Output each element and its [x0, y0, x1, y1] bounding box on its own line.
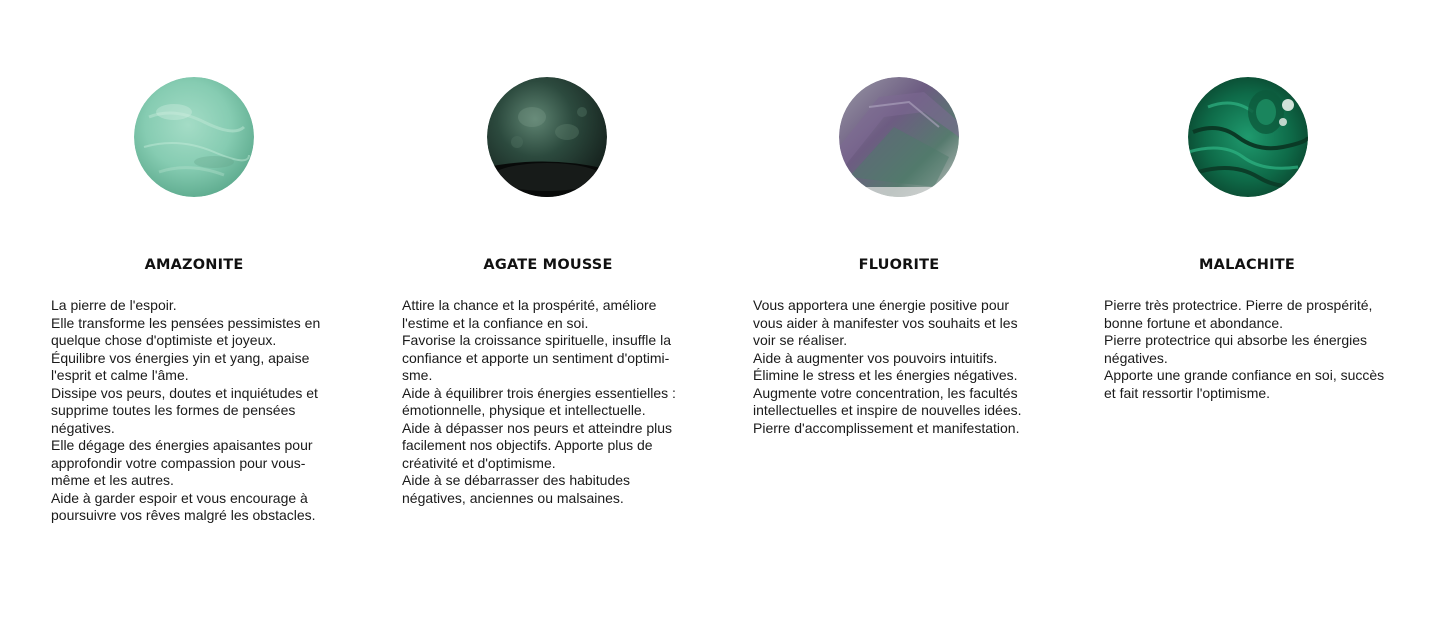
stone-name-malachite: MALACHITE: [1199, 257, 1295, 273]
stone-description-amazonite: [51, 297, 343, 525]
description-line: Aide à augmenter vos pouvoirs intuitifs.: [753, 349, 998, 366]
description-line: approfondir votre compassion pour vous-: [51, 454, 306, 471]
description-line: négatives.: [51, 419, 115, 436]
description-line: Aide à équilibrer trois énergies essentielles :: [402, 384, 676, 401]
description-line: l'estime et la confiance en soi.: [402, 314, 589, 331]
description-line: l'esprit et calme l'âme.: [51, 367, 189, 383]
description-line: même et les autres.: [51, 472, 174, 488]
description-line: poursuivre vos rêves malgré les obstacles.: [51, 507, 316, 523]
description-line: La pierre de l'espoir.: [51, 297, 177, 313]
stone-name-fluorite: FLUORITE: [858, 257, 940, 273]
description-line: Pierre d'accomplissement et manifestation.: [753, 419, 1020, 436]
description-line: voir se réaliser.: [753, 332, 848, 348]
fluorite-stone-icon: [839, 77, 959, 197]
description-line: sme.: [402, 367, 433, 383]
description-line: Favorise la croissance spirituelle, insuffle la: [402, 332, 671, 348]
description-line: Dissipe vos peurs, doutes et inquiétudes et: [51, 384, 318, 401]
stone-card-malachite: [1097, 0, 1397, 621]
description-line: Aide à se débarrasser des habitudes: [402, 472, 631, 488]
stone-name-amazonite: AMAZONITE: [144, 257, 244, 273]
description-line: Attire la chance et la prospérité, améliore: [402, 297, 657, 313]
description-line: créativité et d'optimisme.: [402, 454, 556, 471]
stone-card-agate-mousse: [395, 0, 695, 621]
description-line: Aide à dépasser nos peurs et atteindre plus: [402, 419, 673, 436]
description-line: facilement nos objectifs. Apporte plus de: [402, 437, 653, 453]
description-line: supprime toutes les formes de pensées: [51, 402, 296, 418]
description-line: Augmente votre concentration, les facultés: [753, 384, 1018, 401]
description-line: émotionnelle, physique et intellectuelle.: [402, 402, 646, 418]
stone-card-fluorite: [746, 0, 1046, 621]
description-line: bonne fortune et abondance.: [1104, 314, 1284, 331]
description-line: Pierre protectrice qui absorbe les énergies: [1104, 332, 1368, 348]
stone-description-agate-mousse: [402, 297, 694, 507]
description-line: et fait ressortir l'optimisme.: [1104, 384, 1271, 401]
description-line: Apporte une grande confiance en soi, succès: [1104, 367, 1385, 383]
description-line: Aide à garder espoir et vous encourage à: [51, 489, 308, 506]
description-line: quelque chose d'optimiste et joyeux.: [51, 332, 277, 348]
agate-mousse-stone-icon: [487, 77, 607, 197]
description-line: Élimine le stress et les énergies négatives.: [753, 367, 1018, 383]
description-line: Vous apportera une énergie positive pour: [753, 297, 1010, 313]
description-line: Équilibre vos énergies yin et yang, apaise: [51, 349, 310, 366]
description-line: confiance et apporte un sentiment d'optimi-: [402, 349, 670, 366]
stone-card-amazonite: [44, 0, 344, 621]
description-line: vous aider à manifester vos souhaits et les: [753, 314, 1018, 331]
description-line: négatives, anciennes ou malsaines.: [402, 489, 624, 506]
stone-name-agate-mousse: AGATE MOUSSE: [483, 257, 613, 273]
stone-description-fluorite: [753, 297, 1045, 437]
stone-description-malachite: [1104, 297, 1396, 402]
description-line: Pierre très protectrice. Pierre de prospérité,: [1104, 297, 1373, 313]
description-line: Elle transforme les pensées pessimistes en: [51, 314, 321, 331]
malachite-stone-icon: [1188, 77, 1308, 197]
description-line: Elle dégage des énergies apaisantes pour: [51, 437, 313, 453]
amazonite-stone-icon: [134, 77, 254, 197]
description-line: intellectuelles et inspire de nouvelles idées.: [753, 402, 1022, 418]
description-line: négatives.: [1104, 349, 1168, 366]
